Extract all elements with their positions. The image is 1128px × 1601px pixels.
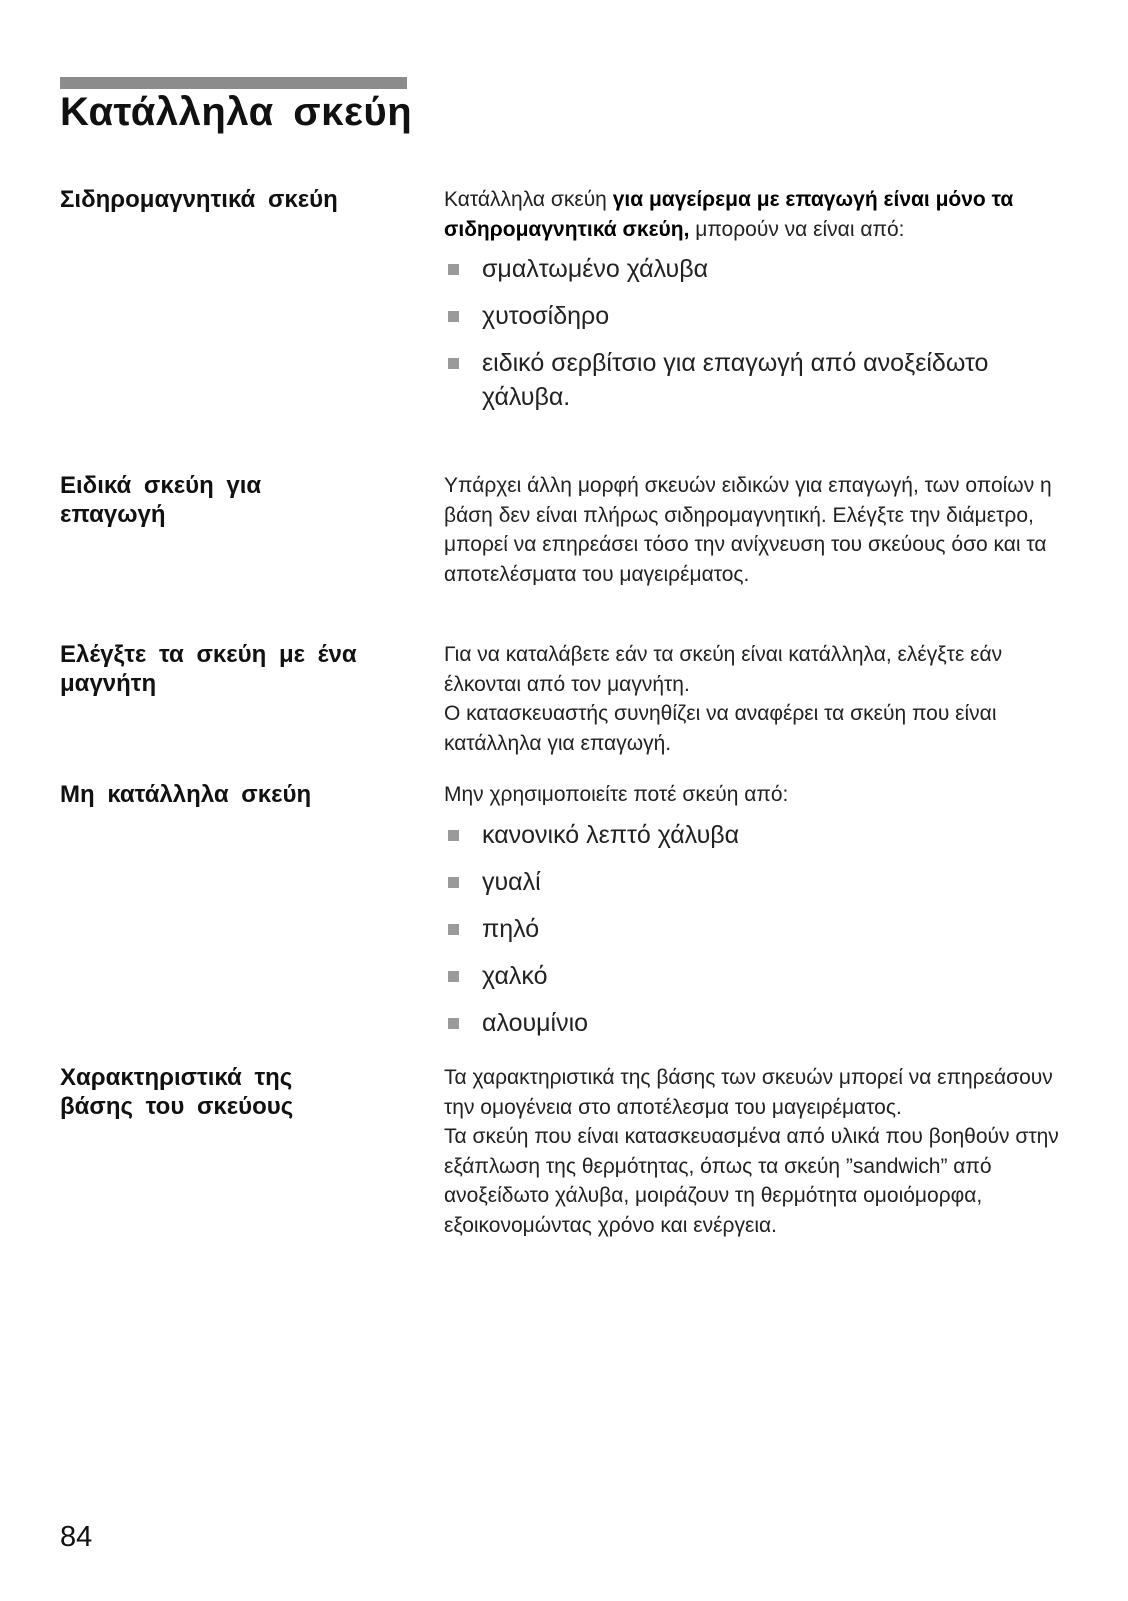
section-intro	[444, 185, 1070, 244]
page-number: 84	[60, 1521, 93, 1553]
section-text: Υπάρχει άλλη μορφή σκευών ειδικών για επαγωγή, των οποίων η βάση δεν είναι πλήρως σιδηρομαγνητική. Ελέγξτε την διάμετρο, μπορεί να επηρεάσει τόσο την ανίχνευση του σκεύους όσο και τα αποτελέσματα του μαγειρέματος.	[444, 474, 1052, 586]
list-item-text: σμαλτωμένο χάλυβα	[482, 255, 709, 283]
list-item-text: πηλό	[482, 914, 540, 943]
list-item	[444, 1006, 1070, 1040]
list-item	[444, 959, 1070, 993]
square-bullet-icon	[448, 924, 459, 935]
list-item	[444, 299, 1070, 333]
section-body	[444, 1063, 1070, 1240]
intro-bold-text: για μαγείρεμα με επαγωγή είναι μόνο τα σιδηρομαγνητικά σκεύη,	[444, 188, 1014, 241]
square-bullet-icon	[448, 358, 459, 369]
section-intro: Μην χρησιμοποιείτε ποτέ σκεύη από:	[444, 783, 789, 806]
unsuitable-materials-list	[444, 818, 1070, 1040]
square-bullet-icon	[448, 830, 459, 841]
section-text: Για να καταλάβετε εάν τα σκεύη είναι κατάλληλα, ελέγξτε εάν έλκονται από τον μαγνήτη.	[444, 643, 1003, 696]
list-item	[444, 818, 1070, 852]
section-text: Ο κατασκευαστής συνηθίζει να αναφέρει τα σκεύη που είναι κατάλληλα για επαγωγή.	[444, 702, 997, 755]
section-heading: Ειδικά σκεύη για επαγωγή	[60, 472, 262, 528]
section-heading: Μη κατάλληλα σκεύη	[60, 781, 312, 808]
list-item	[444, 346, 1070, 414]
page-title: Κατάλληλα σκεύη	[60, 90, 413, 134]
square-bullet-icon	[448, 264, 459, 275]
square-bullet-icon	[448, 971, 459, 982]
list-item	[444, 912, 1070, 946]
list-item-text: χυτοσίδηρο	[482, 302, 610, 330]
list-item-text: γυαλί	[482, 867, 541, 896]
section-heading: Χαρακτηριστικά της βάσης του σκεύους	[60, 1064, 294, 1120]
section-body	[444, 185, 1070, 427]
square-bullet-icon	[448, 877, 459, 888]
list-item	[444, 865, 1070, 899]
square-bullet-icon	[448, 1018, 459, 1029]
suitable-materials-list	[444, 252, 1070, 414]
list-item-text: χαλκό	[482, 961, 548, 990]
section-text: Τα σκεύη που είναι κατασκευασμένα από υλικά που βοηθούν στην εξάπλωση της θερμότητας, όπως τα σκεύη ”sandwich” από ανοξείδωτο χάλυβα, μοιράζουν τη θερμότητα ομοιόμορφα, εξοικονομώντας χρόνο και ενέργεια.	[444, 1125, 1059, 1237]
list-item-text: ειδικό σερβίτσιο για επαγωγή από ανοξείδωτο χάλυβα.	[482, 349, 989, 411]
list-item-text: κανονικό λεπτό χάλυβα	[482, 820, 740, 849]
section-heading: Ελέγξτε τα σκεύη με ένα μαγνήτη	[60, 641, 357, 697]
intro-text: μπορούν να είναι από:	[689, 217, 905, 241]
square-bullet-icon	[448, 311, 459, 322]
list-item-text: αλουμίνιο	[482, 1008, 589, 1037]
list-item	[444, 252, 1070, 286]
section-body	[444, 640, 1070, 758]
title-rule	[60, 77, 407, 89]
intro-text: Κατάλληλα σκεύη	[444, 188, 613, 211]
section-body	[444, 780, 1070, 1053]
section-body	[444, 471, 1070, 589]
section-heading: Σιδηρομαγνητικά σκεύη	[60, 186, 338, 213]
section-text: Τα χαρακτηριστικά της βάσης των σκευών μπορεί να επηρεάσουν την ομογένεια στο αποτέλεσμα του μαγειρέματος.	[444, 1066, 1053, 1119]
